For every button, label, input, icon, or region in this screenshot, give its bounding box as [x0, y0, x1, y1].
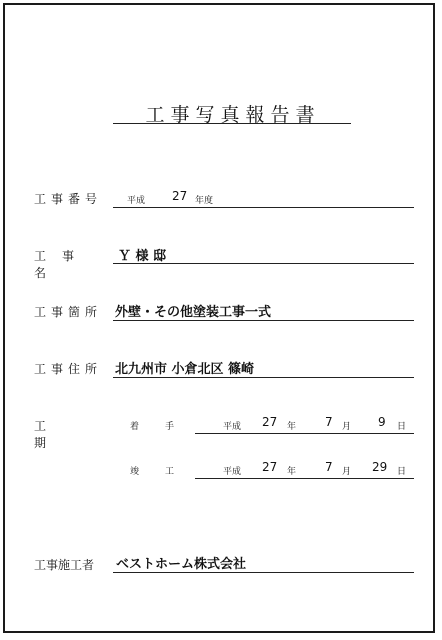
period-end-year-unit: 年: [287, 467, 297, 477]
label-text: 工期: [34, 419, 95, 450]
label-construction-period: [34, 417, 104, 451]
period-end-day-unit: 日: [397, 467, 407, 477]
number-era: 平成: [127, 196, 146, 206]
contractor-value: ベストホーム株式会社: [116, 557, 247, 572]
period-start-day-unit: 日: [397, 422, 407, 432]
period-end-month: 7: [325, 460, 333, 474]
label-construction-location: [34, 303, 104, 320]
label-construction-address: [34, 360, 104, 377]
label-construction-name: [34, 247, 104, 281]
construction-address-value: 北九州市 小倉北区 篠崎: [115, 362, 255, 377]
period-start-year-unit: 年: [287, 422, 297, 432]
number-year: 27: [172, 189, 188, 203]
period-end-underline: [195, 478, 414, 479]
label-text: 工事施工者: [34, 558, 95, 572]
address-underline: [113, 377, 414, 378]
label-text: 工事箇所: [34, 305, 103, 319]
contractor-underline: [113, 572, 414, 573]
period-start-month: 7: [325, 415, 333, 429]
period-start-year: 27: [262, 415, 278, 429]
period-end-month-unit: 月: [342, 467, 352, 477]
label-text: 工事名: [34, 249, 91, 280]
label-text: 工事番号: [34, 192, 103, 206]
period-start-month-unit: 月: [342, 422, 352, 432]
period-end-year: 27: [262, 460, 278, 474]
label-construction-number: [34, 190, 104, 207]
document-title: 工事写真報告書: [145, 104, 321, 126]
period-end-label: 竣工: [130, 467, 201, 477]
period-start-underline: [195, 433, 414, 434]
title-underline: [113, 123, 351, 124]
period-start-label: 着手: [130, 422, 201, 432]
period-end-day: 29: [372, 460, 388, 474]
name-underline: [113, 263, 414, 264]
period-start-day: 9: [378, 415, 386, 429]
period-end-era: 平成: [223, 467, 242, 477]
number-year-suffix: 年度: [195, 196, 214, 206]
label-contractor: [34, 556, 104, 573]
location-underline: [113, 320, 414, 321]
number-underline: [113, 207, 414, 208]
construction-location-value: 外壁・その他塗装工事一式: [115, 305, 272, 320]
period-start-era: 平成: [223, 422, 242, 432]
label-text: 工事住所: [34, 362, 103, 376]
construction-name-value: Ｙ 様 邸: [118, 249, 167, 264]
